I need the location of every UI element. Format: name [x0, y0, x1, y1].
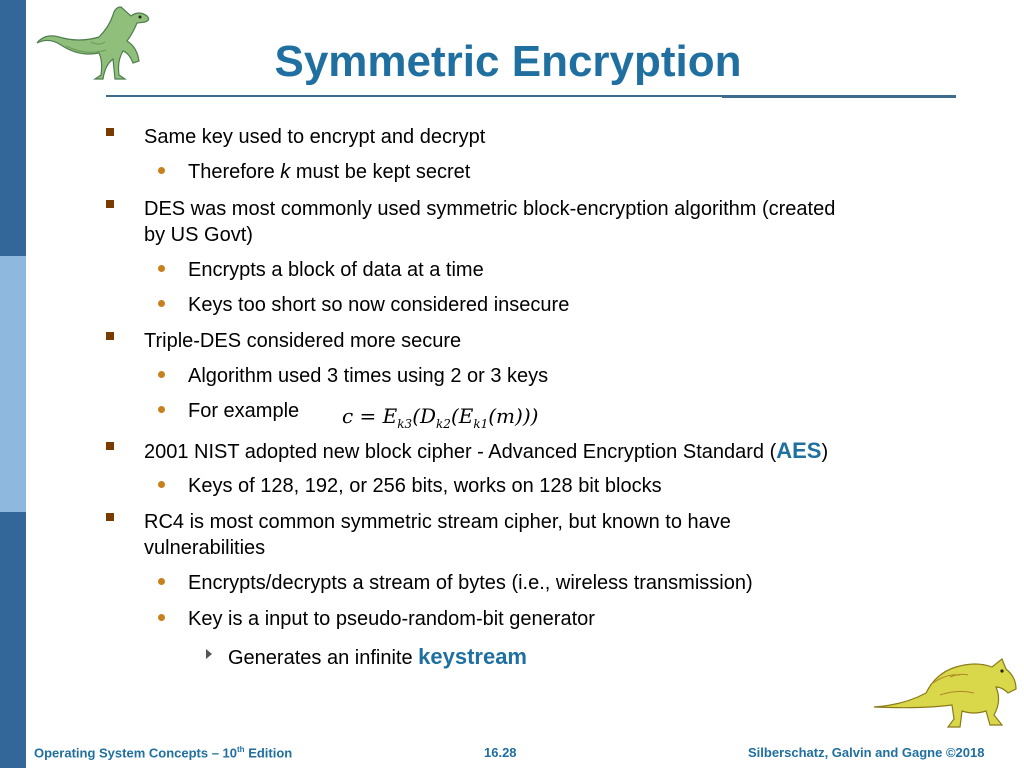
dot-bullet-icon	[158, 167, 165, 174]
bullet-level1	[144, 509, 944, 561]
text-line: vulnerabilities	[144, 537, 266, 559]
dot-bullet-icon	[158, 265, 165, 272]
text-segment: must be kept secret	[290, 161, 471, 183]
slide-title: Symmetric Encryption	[274, 37, 742, 86]
triangle-bullet-icon	[206, 649, 212, 659]
dinosaur-icon	[870, 655, 1020, 740]
dot-bullet-icon	[158, 406, 165, 413]
keystream-highlight: keystream	[418, 644, 527, 669]
bullet-level2: Keys of 128, 192, or 256 bits, works on 128 bit blocks	[188, 475, 662, 497]
dot-bullet-icon	[158, 578, 165, 585]
dot-bullet-icon	[158, 614, 165, 621]
square-bullet-icon	[106, 332, 114, 340]
bullet-level2: Encrypts/decrypts a stream of bytes (i.e., wireless transmission)	[188, 572, 753, 594]
square-bullet-icon	[106, 128, 114, 136]
text-segment: Edition	[244, 745, 293, 761]
dot-bullet-icon	[158, 371, 165, 378]
triple-des-formula: $c = E_{k3}(D_{k2}(E_{k1}(m)))$	[342, 404, 539, 431]
aes-highlight: AES	[776, 438, 822, 463]
text-segment: Generates an infinite	[228, 647, 419, 669]
dot-bullet-icon	[158, 481, 165, 488]
footer-authors: Silberschatz, Galvin and Gagne ©2018	[748, 745, 985, 760]
bullet-level2: For example	[188, 400, 300, 422]
text-line: by US Govt)	[144, 224, 253, 246]
text-segment: th	[237, 745, 245, 754]
text-segment: 2001 NIST adopted new block cipher - Advanced Encryption Standard (	[144, 441, 777, 463]
text-line: DES was most commonly used symmetric block-encryption algorithm (created	[144, 198, 836, 220]
variable-k: k	[280, 161, 291, 183]
dot-bullet-icon	[158, 300, 165, 307]
bullet-level1: Triple-DES considered more secure	[144, 330, 462, 352]
text-segment: Operating System Concepts – 10	[34, 745, 238, 761]
text-segment: )	[821, 441, 829, 463]
text-segment: Therefore	[188, 161, 281, 183]
text-line: RC4 is most common symmetric stream cipher, but known to have	[144, 511, 731, 533]
bullet-level3	[228, 644, 948, 671]
square-bullet-icon	[106, 513, 114, 521]
bullet-level2: Encrypts a block of data at a time	[188, 259, 484, 281]
bullet-level1: Same key used to encrypt and decrypt	[144, 126, 486, 148]
bullet-level2: Key is a input to pseudo-random-bit generator	[188, 608, 595, 630]
bullet-level1	[144, 196, 944, 248]
square-bullet-icon	[106, 200, 114, 208]
bullet-level2	[188, 159, 948, 185]
square-bullet-icon	[106, 442, 114, 450]
bullet-level2: Keys too short so now considered insecure	[188, 294, 570, 316]
footer-book-title	[34, 745, 292, 760]
page-number: 16.28	[484, 745, 517, 760]
bullet-level1	[144, 438, 944, 465]
bullet-level2: Algorithm used 3 times using 2 or 3 keys	[188, 365, 549, 387]
